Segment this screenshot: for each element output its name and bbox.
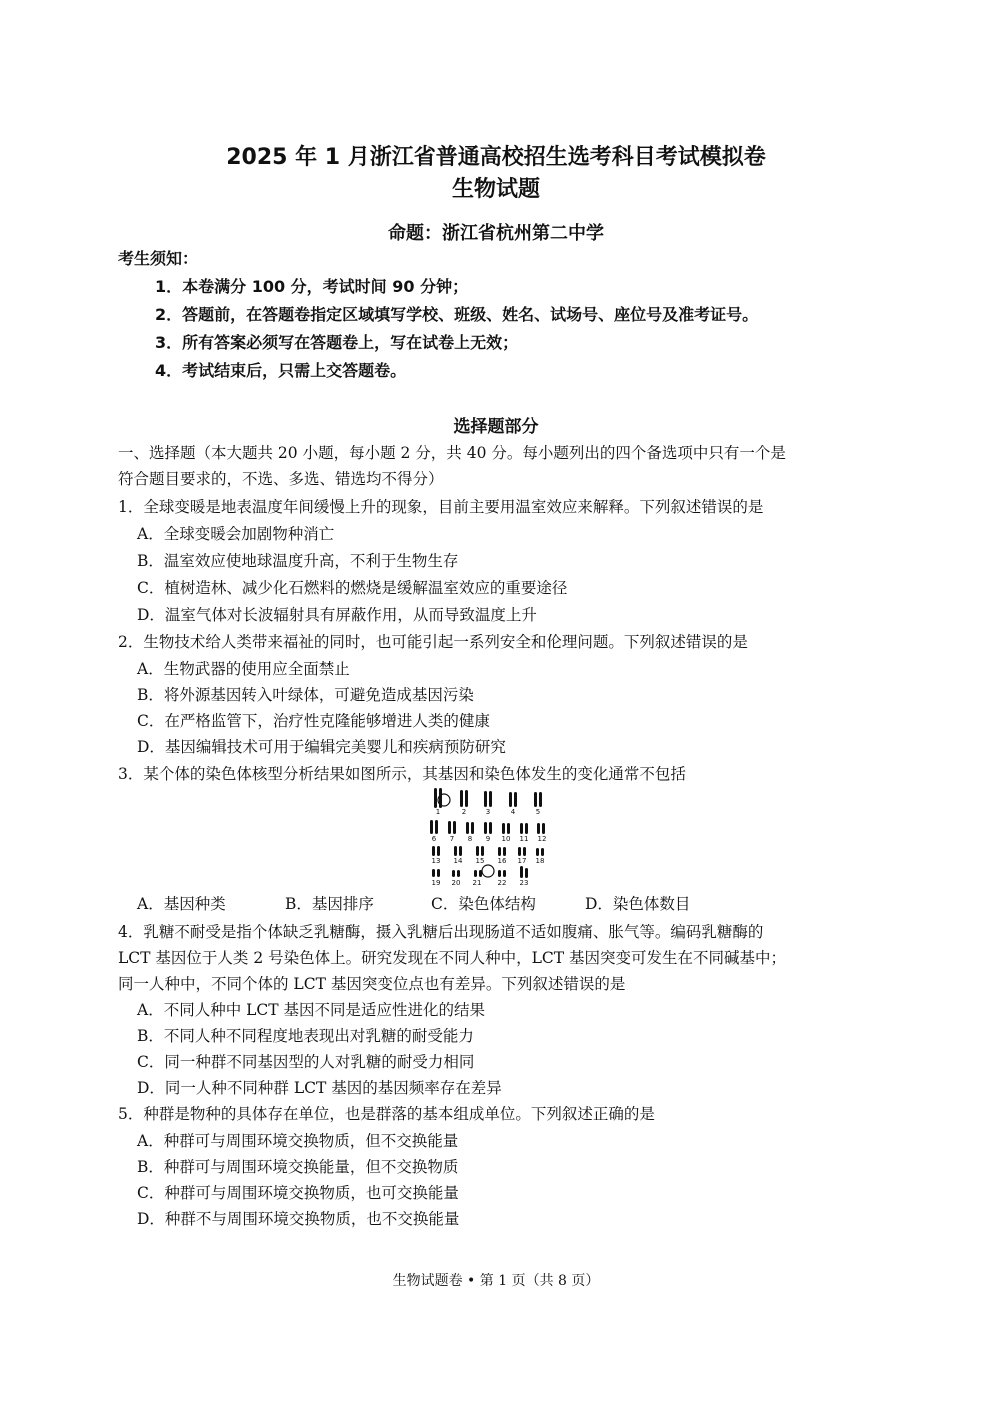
karyotype-label: 22 bbox=[497, 879, 507, 887]
karyotype-label: 5 bbox=[535, 808, 541, 816]
karyotype-label: 14 bbox=[453, 857, 463, 865]
karyotype-label: 17 bbox=[517, 857, 527, 865]
karyotype-label: 9 bbox=[485, 835, 491, 843]
option: C．种群可与周围环境交换物质，也可交换能量 bbox=[137, 1184, 459, 1202]
option: B．温室效应使地球温度升高，不利于生物生存 bbox=[137, 552, 459, 570]
section-instruction: 符合题目要求的，不选、多选、错选均不得分） bbox=[118, 470, 444, 488]
option: D．同一人种不同种群 LCT 基因的基因频率存在差异 bbox=[137, 1079, 502, 1097]
karyotype-label: 16 bbox=[497, 857, 507, 865]
karyotype-label: 20 bbox=[451, 879, 461, 887]
option: A．全球变暖会加剧物种消亡 bbox=[137, 525, 335, 543]
option: B．基因排序 bbox=[285, 895, 374, 913]
karyotype-label: 6 bbox=[431, 835, 437, 843]
karyotype-label: 7 bbox=[449, 835, 455, 843]
option: D．基因编辑技术可用于编辑完美婴儿和疾病预防研究 bbox=[137, 738, 506, 756]
section-heading: 选择题部分 bbox=[453, 417, 539, 437]
option: C．同一种群不同基因型的人对乳糖的耐受力相同 bbox=[137, 1053, 475, 1071]
notice-heading: 考生须知： bbox=[118, 249, 199, 268]
exam-title: 2025 年 1 月浙江省普通高校招生选考科目考试模拟卷 bbox=[226, 145, 766, 170]
notice-item: 1．本卷满分 100 分，考试时间 90 分钟； bbox=[155, 277, 469, 296]
question-stem: 同一人种中，不同个体的 LCT 基因突变位点也有差异。下列叙述错误的是 bbox=[118, 975, 626, 993]
karyotype-label: 23 bbox=[519, 879, 529, 887]
karyotype-label: 1 bbox=[435, 808, 441, 816]
karyotype-label: 8 bbox=[467, 835, 473, 843]
option: D．染色体数目 bbox=[585, 895, 691, 913]
karyotype-label: 3 bbox=[485, 808, 491, 816]
notice-item: 3．所有答案必须写在答题卷上，写在试卷上无效； bbox=[155, 333, 519, 352]
karyotype-figure bbox=[424, 786, 554, 888]
karyotype-label: 15 bbox=[475, 857, 485, 865]
option: A．基因种类 bbox=[137, 895, 226, 913]
notice-item: 2．答题前，在答题卷指定区域填写学校、班级、姓名、试场号、座位号及准考证号。 bbox=[155, 305, 759, 324]
karyotype-label: 18 bbox=[535, 857, 545, 865]
karyotype-label: 13 bbox=[431, 857, 441, 865]
karyotype-label: 2 bbox=[461, 808, 467, 816]
karyotype-label: 19 bbox=[431, 879, 441, 887]
option: C．在严格监管下，治疗性克隆能够增进人类的健康 bbox=[137, 712, 490, 730]
option: D．温室气体对长波辐射具有屏蔽作用，从而导致温度上升 bbox=[137, 606, 537, 624]
karyotype-label: 21 bbox=[472, 879, 482, 887]
option: D．种群不与周围环境交换物质，也不交换能量 bbox=[137, 1210, 460, 1228]
option: A．种群可与周围环境交换物质，但不交换能量 bbox=[137, 1132, 459, 1150]
notice-item: 4．考试结束后，只需上交答题卷。 bbox=[155, 361, 407, 380]
karyotype-label: 11 bbox=[519, 835, 529, 843]
exam-subtitle: 生物试题 bbox=[451, 177, 540, 202]
option: B．不同人种不同程度地表现出对乳糖的耐受能力 bbox=[137, 1027, 474, 1045]
option: A．生物武器的使用应全面禁止 bbox=[137, 660, 350, 678]
question-stem: 2．生物技术给人类带来福祉的同时，也可能引起一系列安全和伦理问题。下列叙述错误的是 bbox=[118, 633, 748, 651]
option: C．植树造林、减少化石燃料的燃烧是缓解温室效应的重要途径 bbox=[137, 579, 568, 597]
option: B．将外源基因转入叶绿体，可避免造成基因污染 bbox=[137, 686, 474, 704]
question-stem: 4．乳糖不耐受是指个体缺乏乳糖酶，摄入乳糖后出现肠道不适如腹痛、胀气等。编码乳糖酶的 bbox=[118, 923, 764, 941]
karyotype-label: 4 bbox=[510, 808, 516, 816]
karyotype-label: 10 bbox=[501, 835, 511, 843]
option-row bbox=[137, 892, 837, 914]
question-stem: 3．某个体的染色体核型分析结果如图所示，其基因和染色体发生的变化通常不包括 bbox=[118, 765, 686, 783]
option: C．染色体结构 bbox=[431, 895, 536, 913]
question-stem: LCT 基因位于人类 2 号染色体上。研究发现在不同人种中，LCT 基因突变可发生在不同碱基中； bbox=[118, 949, 787, 967]
exam-author: 命题：浙江省杭州第二中学 bbox=[388, 223, 604, 244]
page-footer: 生物试题卷 • 第 1 页（共 8 页） bbox=[392, 1273, 600, 1289]
section-instruction: 一、选择题（本大题共 20 小题，每小题 2 分，共 40 分。每小题列出的四个备选项中只有一个是 bbox=[118, 444, 786, 462]
option: B．种群可与周围环境交换能量，但不交换物质 bbox=[137, 1158, 459, 1176]
option: A．不同人种中 LCT 基因不同是适应性进化的结果 bbox=[137, 1001, 486, 1019]
karyotype-label: 12 bbox=[537, 835, 547, 843]
question-stem: 5．种群是物种的具体存在单位，也是群落的基本组成单位。下列叙述正确的是 bbox=[118, 1105, 655, 1123]
question-stem: 1．全球变暖是地表温度年间缓慢上升的现象，目前主要用温室效应来解释。下列叙述错误的是 bbox=[118, 498, 764, 516]
